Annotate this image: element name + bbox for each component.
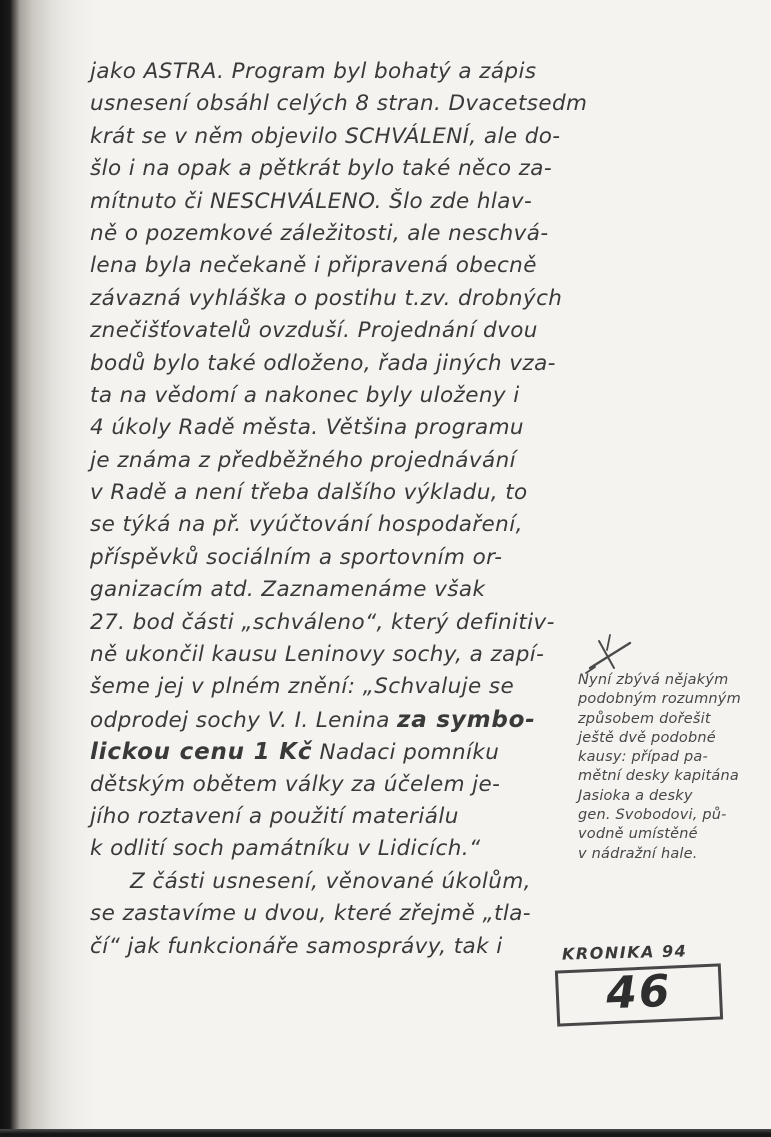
- text-line: krát se v něm objevilo SCHVÁLENÍ, ale do-: [90, 123, 561, 149]
- text-line: odprodej sochy V. I. Lenina za symbo-: [90, 706, 536, 733]
- text-line: šeme jej v plném znění: „Schvaluje se: [90, 674, 515, 700]
- text-line: lickou cenu 1 Kč Nadaci pomníku: [90, 739, 500, 766]
- page-number: 46: [605, 965, 673, 1020]
- text-line: ganizacím atd. Zaznamenáme však: [90, 577, 486, 603]
- chronicle-label: KRONIKA 94: [561, 941, 688, 964]
- text-line: k odlití soch památníku v Lidicích.“: [90, 836, 481, 862]
- page-number-box: [555, 963, 723, 1026]
- text-line: jího roztavení a použití materiálu: [90, 803, 459, 829]
- text-line: mítnuto či NESCHVÁLENO. Šlo zde hlav-: [90, 188, 533, 214]
- margin-note-line: kausy: případ pa-: [578, 749, 708, 766]
- text-line: se týká na př. vyúčtování hospodaření,: [90, 512, 523, 538]
- margin-note-line: způsobem dořešit: [578, 710, 711, 727]
- margin-note-line: vodně umístěné: [578, 826, 698, 843]
- margin-note-line: podobným rozumným: [578, 691, 741, 708]
- scan-bottom-edge: [0, 1129, 771, 1137]
- text-line: dětským obětem války za účelem je-: [90, 771, 501, 797]
- text-line: v Radě a není třeba dalšího výkladu, to: [90, 480, 528, 506]
- text-line: čí“ jak funkcionáře samosprávy, tak i: [90, 933, 503, 959]
- text-line: se zastavíme u dvou, které zřejmě „tla-: [90, 901, 531, 927]
- text-line: ně o pozemkové záležitosti, ale neschvá-: [90, 220, 549, 246]
- text-line: 4 úkoly Radě města. Většina programu: [90, 415, 524, 441]
- text-line: závazná vyhláška o postihu t.zv. drobných: [90, 285, 563, 311]
- margin-note-line: mětní desky kapitána: [578, 768, 739, 785]
- text-line: jako ASTRA. Program byl bohatý a zápis: [90, 59, 537, 84]
- margin-note: [578, 671, 766, 864]
- text-line: Z části usnesení, věnované úkolům,: [130, 868, 531, 894]
- margin-note-line: v nádražní hale.: [578, 845, 698, 862]
- book-spine-shadow: [0, 0, 95, 1137]
- text-line: ně ukončil kausu Leninovy sochy, a zapí-: [90, 642, 545, 668]
- text-line: usnesení obsáhl celých 8 stran. Dvacetsedm: [90, 91, 588, 117]
- margin-asterisk-icon: [583, 632, 635, 676]
- text-line: příspěvků sociálním a sportovním or-: [90, 544, 503, 570]
- margin-note-line: Jasioka a desky: [578, 787, 693, 804]
- text-line: 27. bod části „schváleno“, který definitiv-: [90, 609, 555, 635]
- text-line: šlo i na opak a pětkrát bylo také něco za-: [90, 156, 553, 182]
- main-text-column: [90, 56, 588, 963]
- margin-note-line: gen. Svobodovi, pů-: [578, 807, 727, 824]
- text-line: je známa z předběžného projednávání: [90, 447, 516, 473]
- margin-note-line: ještě dvě podobné: [578, 729, 716, 746]
- margin-note-line: Nyní zbývá nějakým: [578, 672, 729, 688]
- text-line: znečišťovatelů ovzduší. Projednání dvou: [90, 318, 538, 344]
- text-line: lena byla nečekaně i připravená obecně: [90, 253, 537, 279]
- text-line: ta na vědomí a nakonec byly uloženy i: [90, 382, 520, 408]
- text-line: bodů bylo také odloženo, řada jiných vza-: [90, 350, 556, 376]
